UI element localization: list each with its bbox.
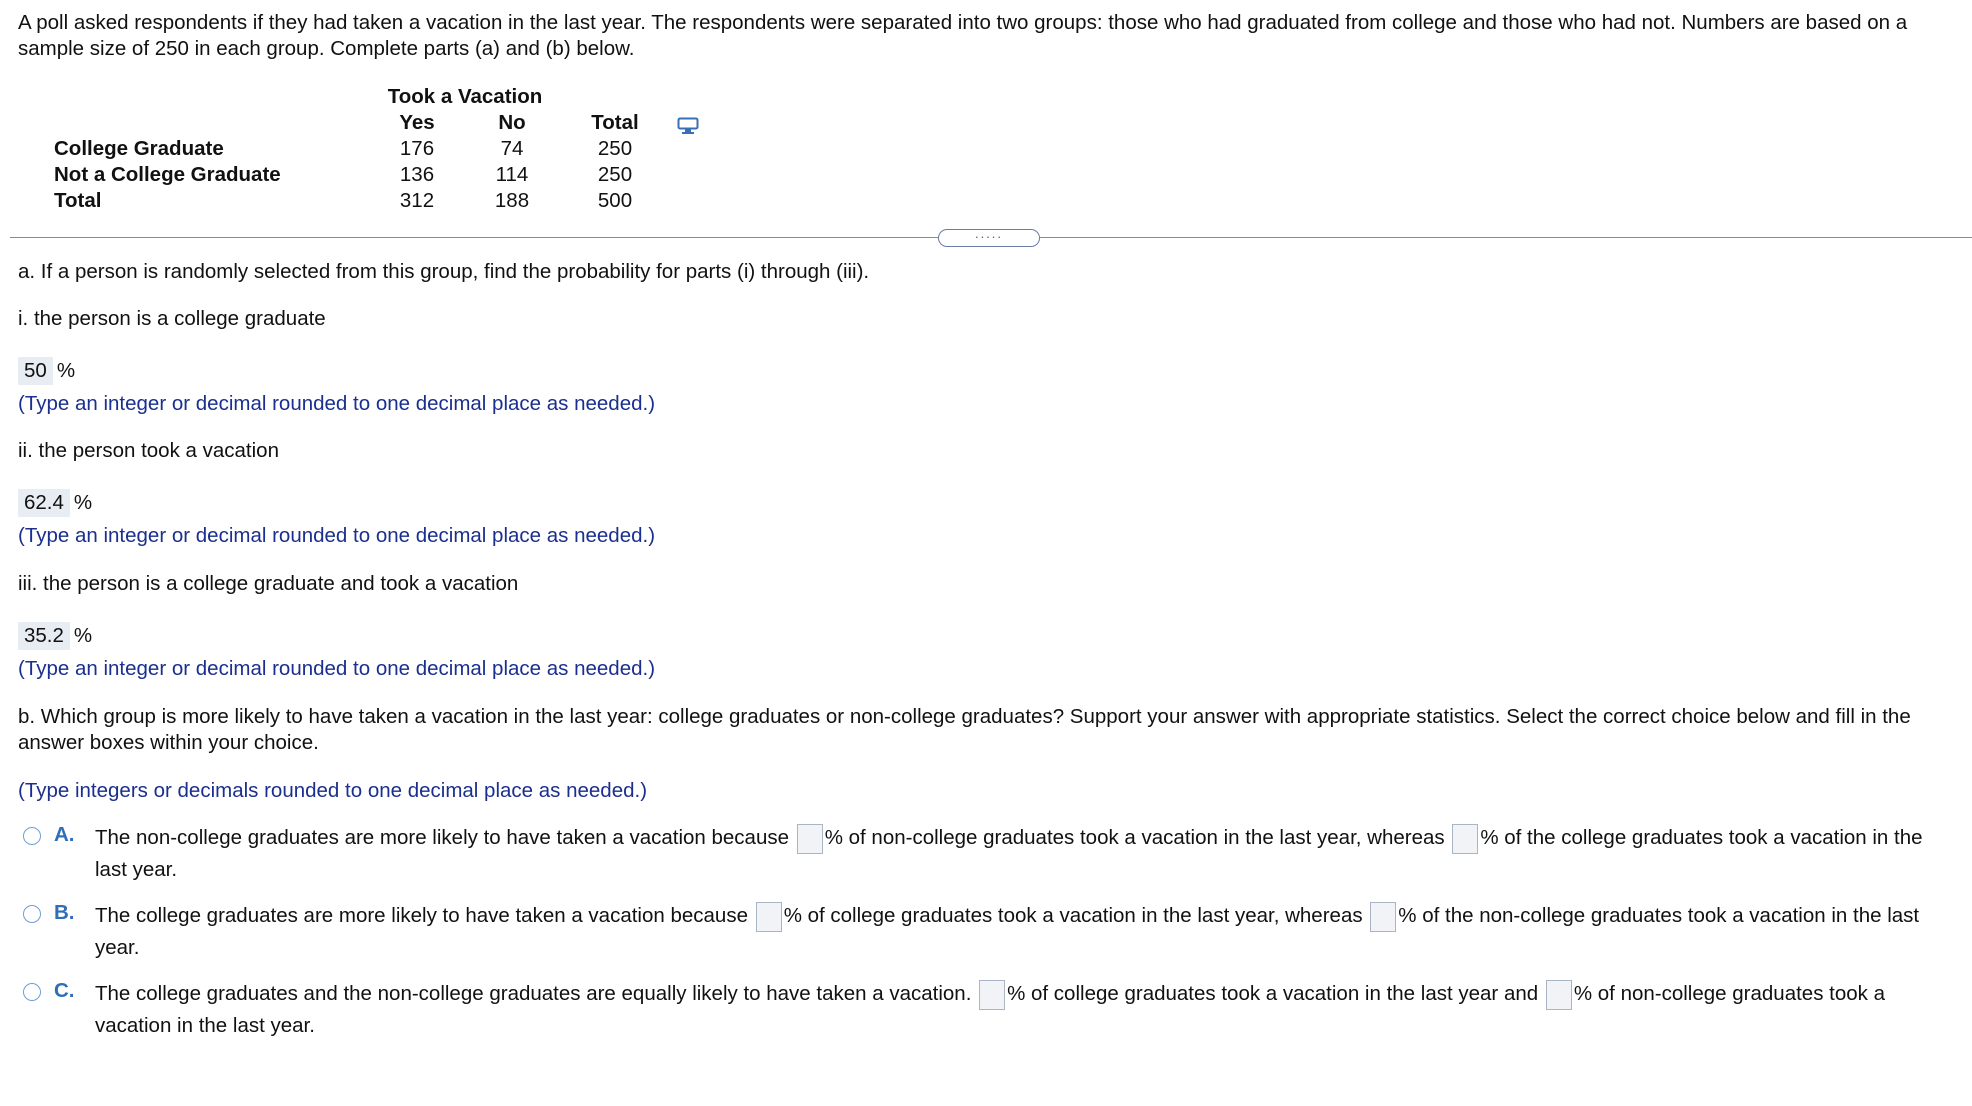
hint-text: (Type an integer or decimal rounded to one decimal place as needed.) [18,524,656,547]
cell-total: 250 [597,137,633,160]
part-b-prompt: b. Which group is more likely to have taken a vacation in the last year: college graduates or non-college graduates? Support your answer with appropriate statistics. Select the correct choice below and fill in the answer boxes within your choice. [18,705,1911,754]
percent-sign: % [73,624,93,647]
question-ii: ii. the person took a vacation [18,439,279,462]
table-group-header: Took a Vacation [387,85,543,108]
choice-letter: C. [54,979,75,1002]
hint-text: (Type an integer or decimal rounded to one decimal place as needed.) [18,657,656,680]
row-label: Not a College Graduate [54,163,281,186]
radio-button-icon[interactable] [23,827,41,845]
cell-total: 500 [597,189,633,212]
cell-yes: 312 [399,189,435,212]
part-b-hint: (Type integers or decimals rounded to one decimal place as needed.) [18,779,648,802]
row-label: Total [54,189,102,212]
question-i: i. the person is a college graduate [18,307,326,330]
answer-box[interactable] [756,902,782,932]
answer-line-ii [18,489,92,517]
part-a-prompt: a. If a person is randomly selected from this group, find the probability for parts (i) through (iii). [18,260,870,283]
copy-table-icon[interactable] [677,117,699,135]
answer-box[interactable] [1452,824,1478,854]
answer-line-i [18,357,75,385]
cell-yes: 136 [399,163,435,186]
choice-letter: B. [54,901,75,924]
radio-button-icon[interactable] [23,905,41,923]
cell-total: 250 [597,163,633,186]
answer-box[interactable] [1370,902,1396,932]
table-row [54,188,670,214]
answer-box[interactable] [979,980,1005,1010]
answer-box[interactable] [797,824,823,854]
answer-line-iii [18,622,92,650]
hint-text: (Type an integer or decimal rounded to one decimal place as needed.) [18,392,656,415]
expand-button[interactable]: ..... [938,229,1040,247]
choice-text: The college graduates and the non-college graduates are equally likely to have taken a vacation. % of college graduates took a vacation in the last year and % of non-college graduates took a vacation in the last year. [95,978,1955,1042]
vacation-table [54,84,670,214]
answer-input[interactable]: 50 [18,357,53,385]
question-iii: iii. the person is a college graduate and took a vacation [18,572,519,595]
choice-letter: A. [54,823,75,846]
column-header-no: No [498,111,526,134]
choice-text: The non-college graduates are more likely to have taken a vacation because % of non-college graduates took a vacation in the last year, whereas % of the college graduates took a vacation in the last year. [95,822,1955,886]
table-row [54,162,670,188]
answer-input[interactable]: 62.4 [18,489,70,517]
radio-button-icon[interactable] [23,983,41,1001]
cell-no: 74 [500,137,524,160]
column-header-yes: Yes [399,111,435,134]
cell-no: 114 [495,163,529,186]
percent-sign: % [56,359,76,382]
cell-yes: 176 [399,137,435,160]
column-header-total: Total [591,111,639,134]
percent-sign: % [73,491,93,514]
answer-box[interactable] [1546,980,1572,1010]
row-label: College Graduate [54,137,224,160]
cell-no: 188 [494,189,530,212]
answer-input[interactable]: 35.2 [18,622,70,650]
table-row [54,136,670,162]
choice-text: The college graduates are more likely to have taken a vacation because % of college graduates took a vacation in the last year, whereas % of the non-college graduates took a vacation in the last year. [95,900,1955,964]
problem-intro: A poll asked respondents if they had taken a vacation in the last year. The respondents were separated into two groups: those who had graduated from college and those who had not. Numbers are based on a sample size of 250 in each group. Complete parts (a) and (b) below. [18,11,1908,60]
